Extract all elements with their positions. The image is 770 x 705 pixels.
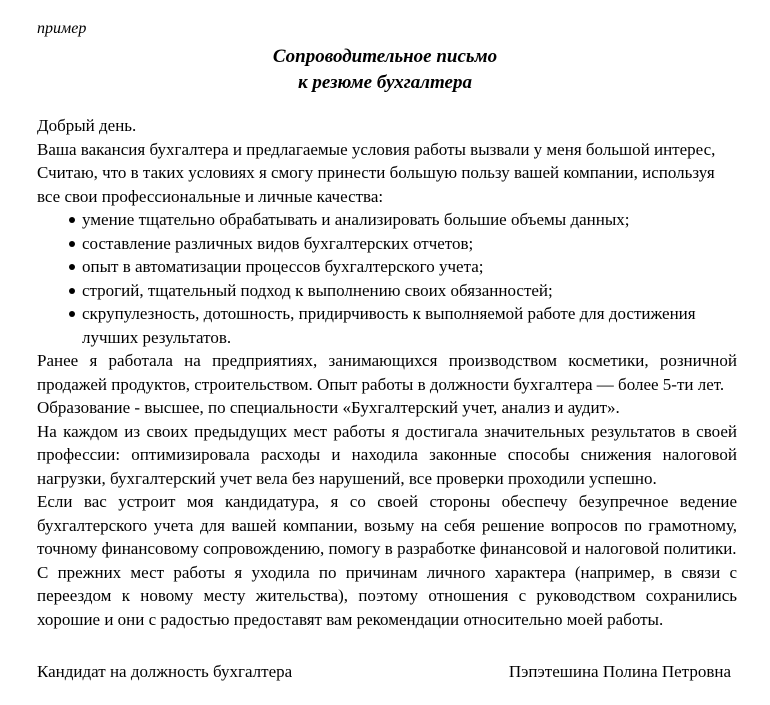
bullet-icon	[69, 217, 75, 223]
bullet-icon	[69, 311, 75, 317]
list-item-text: скрупулезность, дотошность, придирчивость к выполняемой работе для достижения лучших результатов.	[82, 304, 696, 347]
paragraph-offer: Если вас устроит моя кандидатура, я со своей стороны обеспечу безупречное ведение бухгалтерского учета для вашей компании, возьму на себя решение вопросов по грамотному, точному финансовому сопровождению, помогу в разработке финансовой и налоговой политики.	[37, 492, 737, 558]
paragraph-education: Образование - высшее, по специальности «Бухгалтерский учет, анализ и аудит».	[37, 398, 620, 417]
example-label: пример	[37, 20, 87, 37]
list-item-text: опыт в автоматизации процессов бухгалтерского учета;	[82, 257, 484, 276]
paragraph-leaving: С прежних мест работы я уходила по причинам личного характера (например, в связи с переездом к новому месту жительства), поэтому отношения с руководством сохранились хорошие и они с радостью предоставят вам рекомендации относительно моей работы.	[37, 562, 737, 629]
signature-role: Кандидат на должность бухгалтера	[37, 662, 293, 681]
bullet-icon	[69, 288, 75, 294]
document-title	[0, 44, 770, 96]
title-line-1: Сопроводительное письмо	[272, 46, 498, 67]
intro-line-2: Считаю, что в таких условиях я смогу принести большую пользу вашей компании, используя	[37, 163, 715, 182]
paragraph-experience: Ранее я работала на предприятиях, занимающихся производством косметики, розничной продажей продуктов, строительством. Опыт работы в должности бухгалтера — более 5-ти лет.	[37, 351, 737, 394]
title-line-2: к резюме бухгалтера	[298, 72, 472, 93]
paragraph-results: На каждом из своих предыдущих мест работы я достигала значительных результатов в своей профессии: оптимизировала расходы и находила законные способы снижения налоговой нагрузки, бухгалтерский учет вела без нарушений, все проверки проходили успешно.	[37, 421, 737, 488]
intro-line-3: все свои профессиональные и личные качества:	[37, 186, 384, 206]
letter-body	[37, 114, 737, 631]
list-item-text: умение тщательно обрабатывать и анализировать большие объемы данных;	[82, 210, 630, 229]
list-item-text: составление различных видов бухгалтерских отчетов;	[82, 233, 474, 253]
greeting: Добрый день.	[37, 116, 137, 135]
list-item	[37, 255, 737, 279]
bullet-icon	[69, 241, 75, 247]
list-item-text: строгий, тщательный подход к выполнению своих обязанностей;	[82, 280, 553, 300]
list-item	[37, 302, 737, 349]
intro-line-1: Ваша вакансия бухгалтера и предлагаемые условия работы вызвали у меня большой интерес,	[37, 139, 716, 159]
list-item	[37, 232, 737, 256]
signature-block	[37, 660, 737, 683]
list-item	[37, 279, 737, 303]
bullet-icon	[69, 264, 75, 270]
qualities-list	[37, 208, 737, 349]
signature-name: Пэпэтешина Полина Петровна	[508, 662, 731, 681]
list-item	[37, 208, 737, 232]
